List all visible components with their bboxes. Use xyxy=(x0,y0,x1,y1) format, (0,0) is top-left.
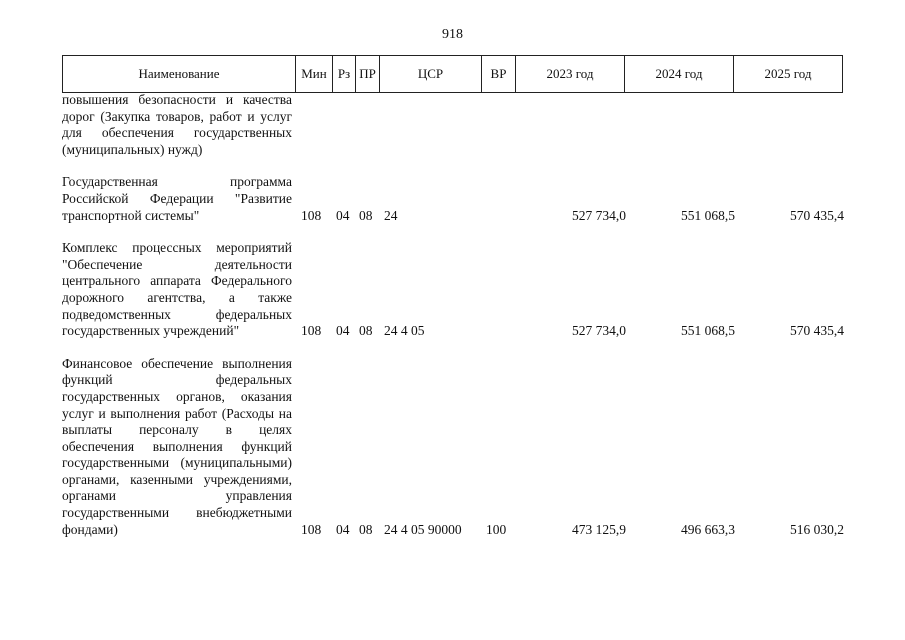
row-csr: 24 4 05 xyxy=(384,323,425,339)
row-2023: 527 734,0 xyxy=(572,207,626,223)
header-vr: ВР xyxy=(482,56,516,93)
page-number: 918 xyxy=(442,27,463,42)
row-min: 108 xyxy=(301,207,322,223)
row-pr: 08 xyxy=(359,323,373,339)
row-name: Комплекс процессных мероприятий "Обеспечение деятельности центрального аппарата Федерального дорожного агентства, а также подведомственных федеральных государственных учреждений" xyxy=(62,240,292,339)
table-row xyxy=(62,92,845,158)
row-min: 108 xyxy=(301,521,322,537)
header-pr: ПР xyxy=(356,56,380,93)
row-rz: 04 xyxy=(336,323,350,339)
row-2023: 473 125,9 xyxy=(572,521,626,537)
header-2025: 2025 год xyxy=(734,56,843,93)
row-name: Государственная программа Российской Федерации "Развитие транспортной системы" xyxy=(62,174,292,223)
header-2024: 2024 год xyxy=(625,56,734,93)
row-pr: 08 xyxy=(359,521,373,537)
row-min: 108 xyxy=(301,323,322,339)
budget-table-body xyxy=(62,92,845,538)
table-row xyxy=(62,240,845,340)
header-min: Мин xyxy=(296,56,333,93)
row-pr: 08 xyxy=(359,207,373,223)
row-name: повышения безопасности и качества дорог (Закупка товаров, работ и услуг для обеспечения государственных (муниципальных) нужд) xyxy=(62,92,292,157)
row-2023: 527 734,0 xyxy=(572,323,626,339)
row-2024: 551 068,5 xyxy=(681,207,735,223)
header-csr: ЦСР xyxy=(380,56,482,93)
row-2025: 570 435,4 xyxy=(790,207,844,223)
row-2024: 551 068,5 xyxy=(681,323,735,339)
row-2024: 496 663,3 xyxy=(681,521,735,537)
row-2025: 570 435,4 xyxy=(790,323,844,339)
row-csr: 24 xyxy=(384,207,398,223)
budget-table-header xyxy=(62,55,843,93)
row-rz: 04 xyxy=(336,207,350,223)
header-rz: Рз xyxy=(333,56,356,93)
table-row xyxy=(62,356,845,539)
header-name: Наименование xyxy=(63,56,296,93)
row-name: Финансовое обеспечение выполнения функций федеральных государственных органов, оказания услуг и выполнения работ (Расходы на выплаты персоналу в целях обеспечения выполнения функций государственными (муниципальными) органами, казенными учреждениями, органами управления государственными внебюджетными фондами) xyxy=(62,355,292,537)
header-row xyxy=(63,56,843,93)
table-row xyxy=(62,174,845,224)
row-rz: 04 xyxy=(336,521,350,537)
header-2023: 2023 год xyxy=(516,56,625,93)
row-vr: 100 xyxy=(486,521,507,537)
row-csr: 24 4 05 90000 xyxy=(384,521,462,537)
row-2025: 516 030,2 xyxy=(790,521,844,537)
